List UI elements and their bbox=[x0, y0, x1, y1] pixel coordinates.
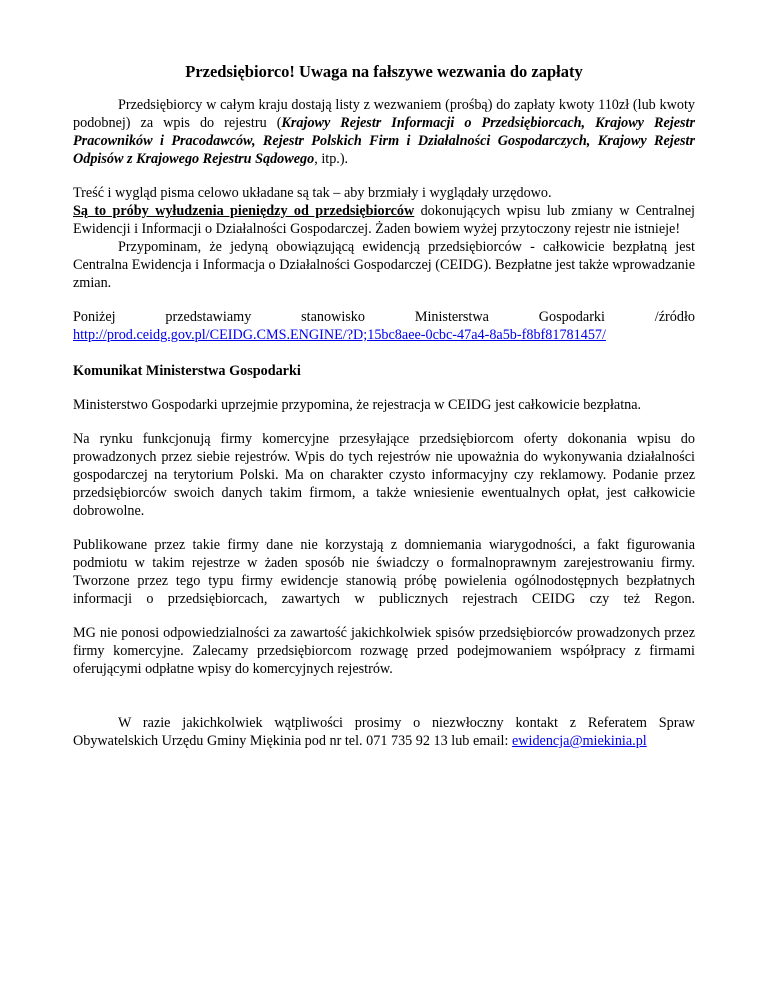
document-page bbox=[73, 62, 695, 750]
source-link[interactable]: http://prod.ceidg.gov.pl/CEIDG.CMS.ENGINE/?D;15bc8aee-0cbc-47a4-8a5b-f8bf81781457/ bbox=[73, 327, 606, 343]
contact-text: W razie jakichkolwiek wątpliwości prosimy o niezwłoczny kontakt z Referatem Spraw Obywatelskich Urzędu Gminy Miękinia pod nr tel. 071 735 92 13 lub email: bbox=[73, 715, 695, 749]
warning-rest: dokonujących wpisu lub zmiany w Centralnej Ewidencji i Informacji o Działalności Gospodarczej. Żaden bowiem wyżej przytoczony rejestr nie istnieje! bbox=[73, 203, 695, 237]
communique-paragraph-2: Na rynku funkcjonują firmy komercyjne przesyłające przedsiębiorcom oferty dokonania wpisu do prowadzonych przez siebie rejestrów. Wpis do tych rejestrów nie upoważnia do wykonywania działalności gospodarczej na terytorium Polski. Ma on charakter czysto informacyjny czy reklamowy. Podanie przez przedsiębiorców swoich danych takim firmom, a także wniesienie ewentualnych opłat, jest całkowicie dobrowolne. bbox=[73, 431, 695, 519]
warning-paragraph bbox=[73, 184, 695, 238]
source-text: Poniżej przedstawiamy stanowisko Ministerstwa Gospodarki /źródło bbox=[73, 309, 695, 325]
contact-email-link[interactable]: ewidencja@miekinia.pl bbox=[511, 733, 647, 749]
warning-line: Treść i wygląd pisma celowo układane są tak – aby brzmiały i wyglądały urzędowo. bbox=[73, 185, 552, 201]
reminder-paragraph: Przypominam, że jedyną obowiązującą ewidencją przedsiębiorców - całkowicie bezpłatną jest Centralna Ewidencja i Informacja o Działalności Gospodarczej (CEIDG). Bezpłatne jest także wprowadzanie zmian. bbox=[73, 239, 695, 291]
intro-text-before: Przedsiębiorcy w całym kraju dostają listy z wezwaniem (prośbą) do zapłaty kwoty 110zł (lub kwoty podobnej) za wpis do rejestru ( bbox=[73, 97, 695, 131]
intro-text-after: , itp.). bbox=[314, 151, 349, 167]
contact-paragraph bbox=[73, 714, 695, 750]
source-link-line bbox=[73, 326, 695, 344]
document-title: Przedsiębiorco! Uwaga na fałszywe wezwania do zapłaty bbox=[185, 62, 583, 81]
communique-paragraph-4: MG nie ponosi odpowiedzialności za zawartość jakichkolwiek spisów przedsiębiorców prowadzonych przez firmy komercyjne. Zalecamy przedsiębiorcom rozwagę przed podejmowaniem współpracy z firmami oferującymi odpłatne wpisy do komercyjnych rejestrów. bbox=[73, 625, 695, 677]
communique-paragraph-3: Publikowane przez takie firmy dane nie korzystają z domniemania wiarygodności, a fakt figurowania podmiotu w takim rejestrze w żaden sposób nie świadczy o formalnoprawnym zarejestrowaniu firmy. Tworzone przez tego typu firmy ewidencje stanowią próbę powielenia ogólnodostępnych bezpłatnych informacji o przedsiębiorcach, zawartych w publicznych rejestrach CEIDG czy też Regon. bbox=[73, 537, 695, 607]
communique-heading: Komunikat Ministerstwa Gospodarki bbox=[73, 363, 301, 379]
warning-highlight: Są to próby wyłudzenia pieniędzy od przedsiębiorców bbox=[73, 203, 415, 219]
communique-paragraph-1: Ministerstwo Gospodarki uprzejmie przypomina, że rejestracja w CEIDG jest całkowicie bezpłatna. bbox=[73, 397, 642, 413]
registers-list: Krajowy Rejestr Informacji o Przedsiębiorcach, Krajowy Rejestr Pracowników i Pracodawców, Rejestr Polskich Firm i Działalności Gospodarczych, Krajowy Rejestr Odpisów z Krajowego Rejestru Sądowego bbox=[73, 115, 695, 167]
intro-paragraph bbox=[73, 96, 695, 168]
